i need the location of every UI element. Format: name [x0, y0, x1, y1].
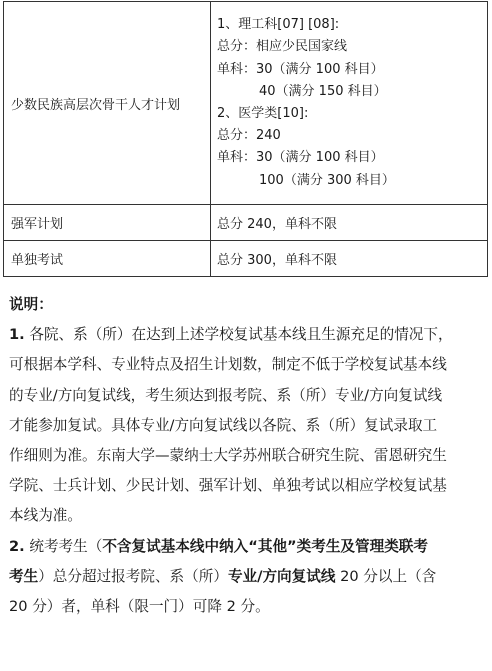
notes-heading: 说明：: [9, 296, 53, 313]
note-line: 作细则为准。东南大学—蒙纳士大学苏州联合研究生院、雷恩研究生: [9, 446, 447, 464]
program-name-cell: 少数民族高层次骨干人才计划: [4, 2, 211, 205]
note-line: 本线为准。: [9, 507, 82, 525]
note-line: 20 分）者，单科（限一门）可降 2 分。: [9, 597, 270, 615]
note-text-bold: 考生: [9, 567, 39, 585]
note-number: 1.: [9, 326, 25, 344]
note-line: [9, 532, 485, 562]
table-row: [4, 241, 488, 277]
note-text-bold: 专业/方向复试线: [227, 567, 336, 585]
note-number: 2.: [9, 537, 25, 555]
requirement-line: 单科：30（满分 100 科目）: [217, 61, 384, 77]
note-line: [9, 320, 485, 350]
requirement-line: 总分：240: [217, 128, 281, 144]
note-text: 各院、系（所）在达到上述学校复试基本线且生源充足的情况下，: [29, 326, 453, 344]
note-text: 20 分以上（含: [335, 567, 437, 585]
requirement-line: 1、理工科[07] [08]:: [217, 17, 340, 33]
note-line: [9, 562, 485, 592]
requirement-line: 单科：30（满分 100 科目）: [217, 150, 384, 166]
table-row: [4, 2, 488, 205]
note-line: 的专业/方向复试线，考生须达到报考院、系（所）专业/方向复试线: [9, 386, 443, 404]
note-text: 统考考生（: [29, 537, 103, 555]
note-line: 学院、士兵计划、少民计划、强军计划、单独考试以相应学校复试基: [9, 477, 447, 495]
program-name-cell: 单独考试: [4, 241, 211, 277]
note-line: 才能参加复试。具体专业/方向复试线以各院、系（所）复试录取工: [9, 416, 438, 434]
notes-section: [9, 290, 485, 622]
requirement-line: 总分：相应少民国家线: [217, 39, 348, 55]
note-text-bold: 不含复试基本线中纳入“其他”类考生及管理类联考: [102, 537, 428, 555]
requirements-cell: [211, 2, 488, 205]
requirement-line: 40（满分 150 科目）: [259, 83, 387, 99]
score-requirements-table: [3, 1, 488, 277]
requirements-cell: 总分 300，单科不限: [211, 241, 488, 277]
requirement-line: 2、医学类[10]:: [217, 106, 309, 121]
table-row: [4, 205, 488, 241]
note-line: 可根据本学科、专业特点及招生计划数，制定不低于学校复试基本线: [9, 356, 447, 374]
program-name-cell: 强军计划: [4, 205, 211, 241]
note-text: ）总分超过报考院、系（所）: [38, 567, 228, 585]
requirement-line: 100（满分 300 科目）: [259, 172, 395, 188]
requirements-cell: 总分 240，单科不限: [211, 205, 488, 241]
